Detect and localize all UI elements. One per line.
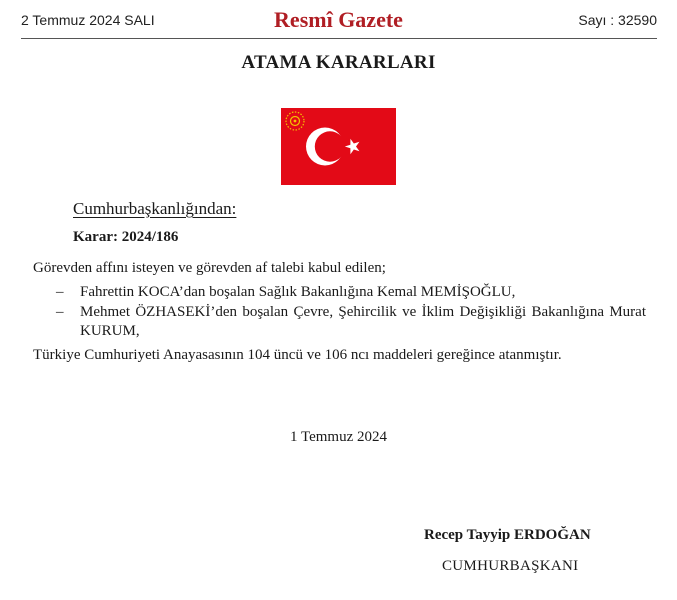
document-title: ATAMA KARARLARI xyxy=(241,52,436,73)
gazette-title: Resmî Gazete xyxy=(274,7,403,32)
turkish-flag-icon xyxy=(281,108,396,185)
closing-paragraph: Türkiye Cumhuriyeti Anayasasının 104 üncü ve 106 ncı maddeleri gereğince atanmıştır. xyxy=(33,347,562,363)
decision-number: Karar: 2024/186 xyxy=(73,229,179,245)
intro-paragraph: Görevden affını isteyen ve görevden af talebi kabul edilen; xyxy=(33,260,386,276)
signatory-title: CUMHURBAŞKANI xyxy=(442,558,579,574)
header-divider xyxy=(21,38,657,39)
decision-date: 1 Temmuz 2024 xyxy=(290,429,387,445)
signatory-name: Recep Tayyip ERDOĞAN xyxy=(424,527,591,543)
list-dash: – xyxy=(56,284,64,300)
list-item-text: Fahrettin KOCA’dan boşalan Sağlık Bakanlığına Kemal MEMİŞOĞLU, xyxy=(80,284,516,300)
list-item-text: Mehmet ÖZHASEKİ’den boşalan Çevre, Şehircilik ve İklim Değişikliği Bakanlığına Murat KURUM, xyxy=(80,304,646,339)
header-date: 2 Temmuz 2024 SALI xyxy=(21,12,155,28)
issuer-heading: Cumhurbaşkanlığından: xyxy=(73,199,237,218)
issue-number: Sayı : 32590 xyxy=(578,12,657,28)
list-dash: – xyxy=(56,304,64,320)
